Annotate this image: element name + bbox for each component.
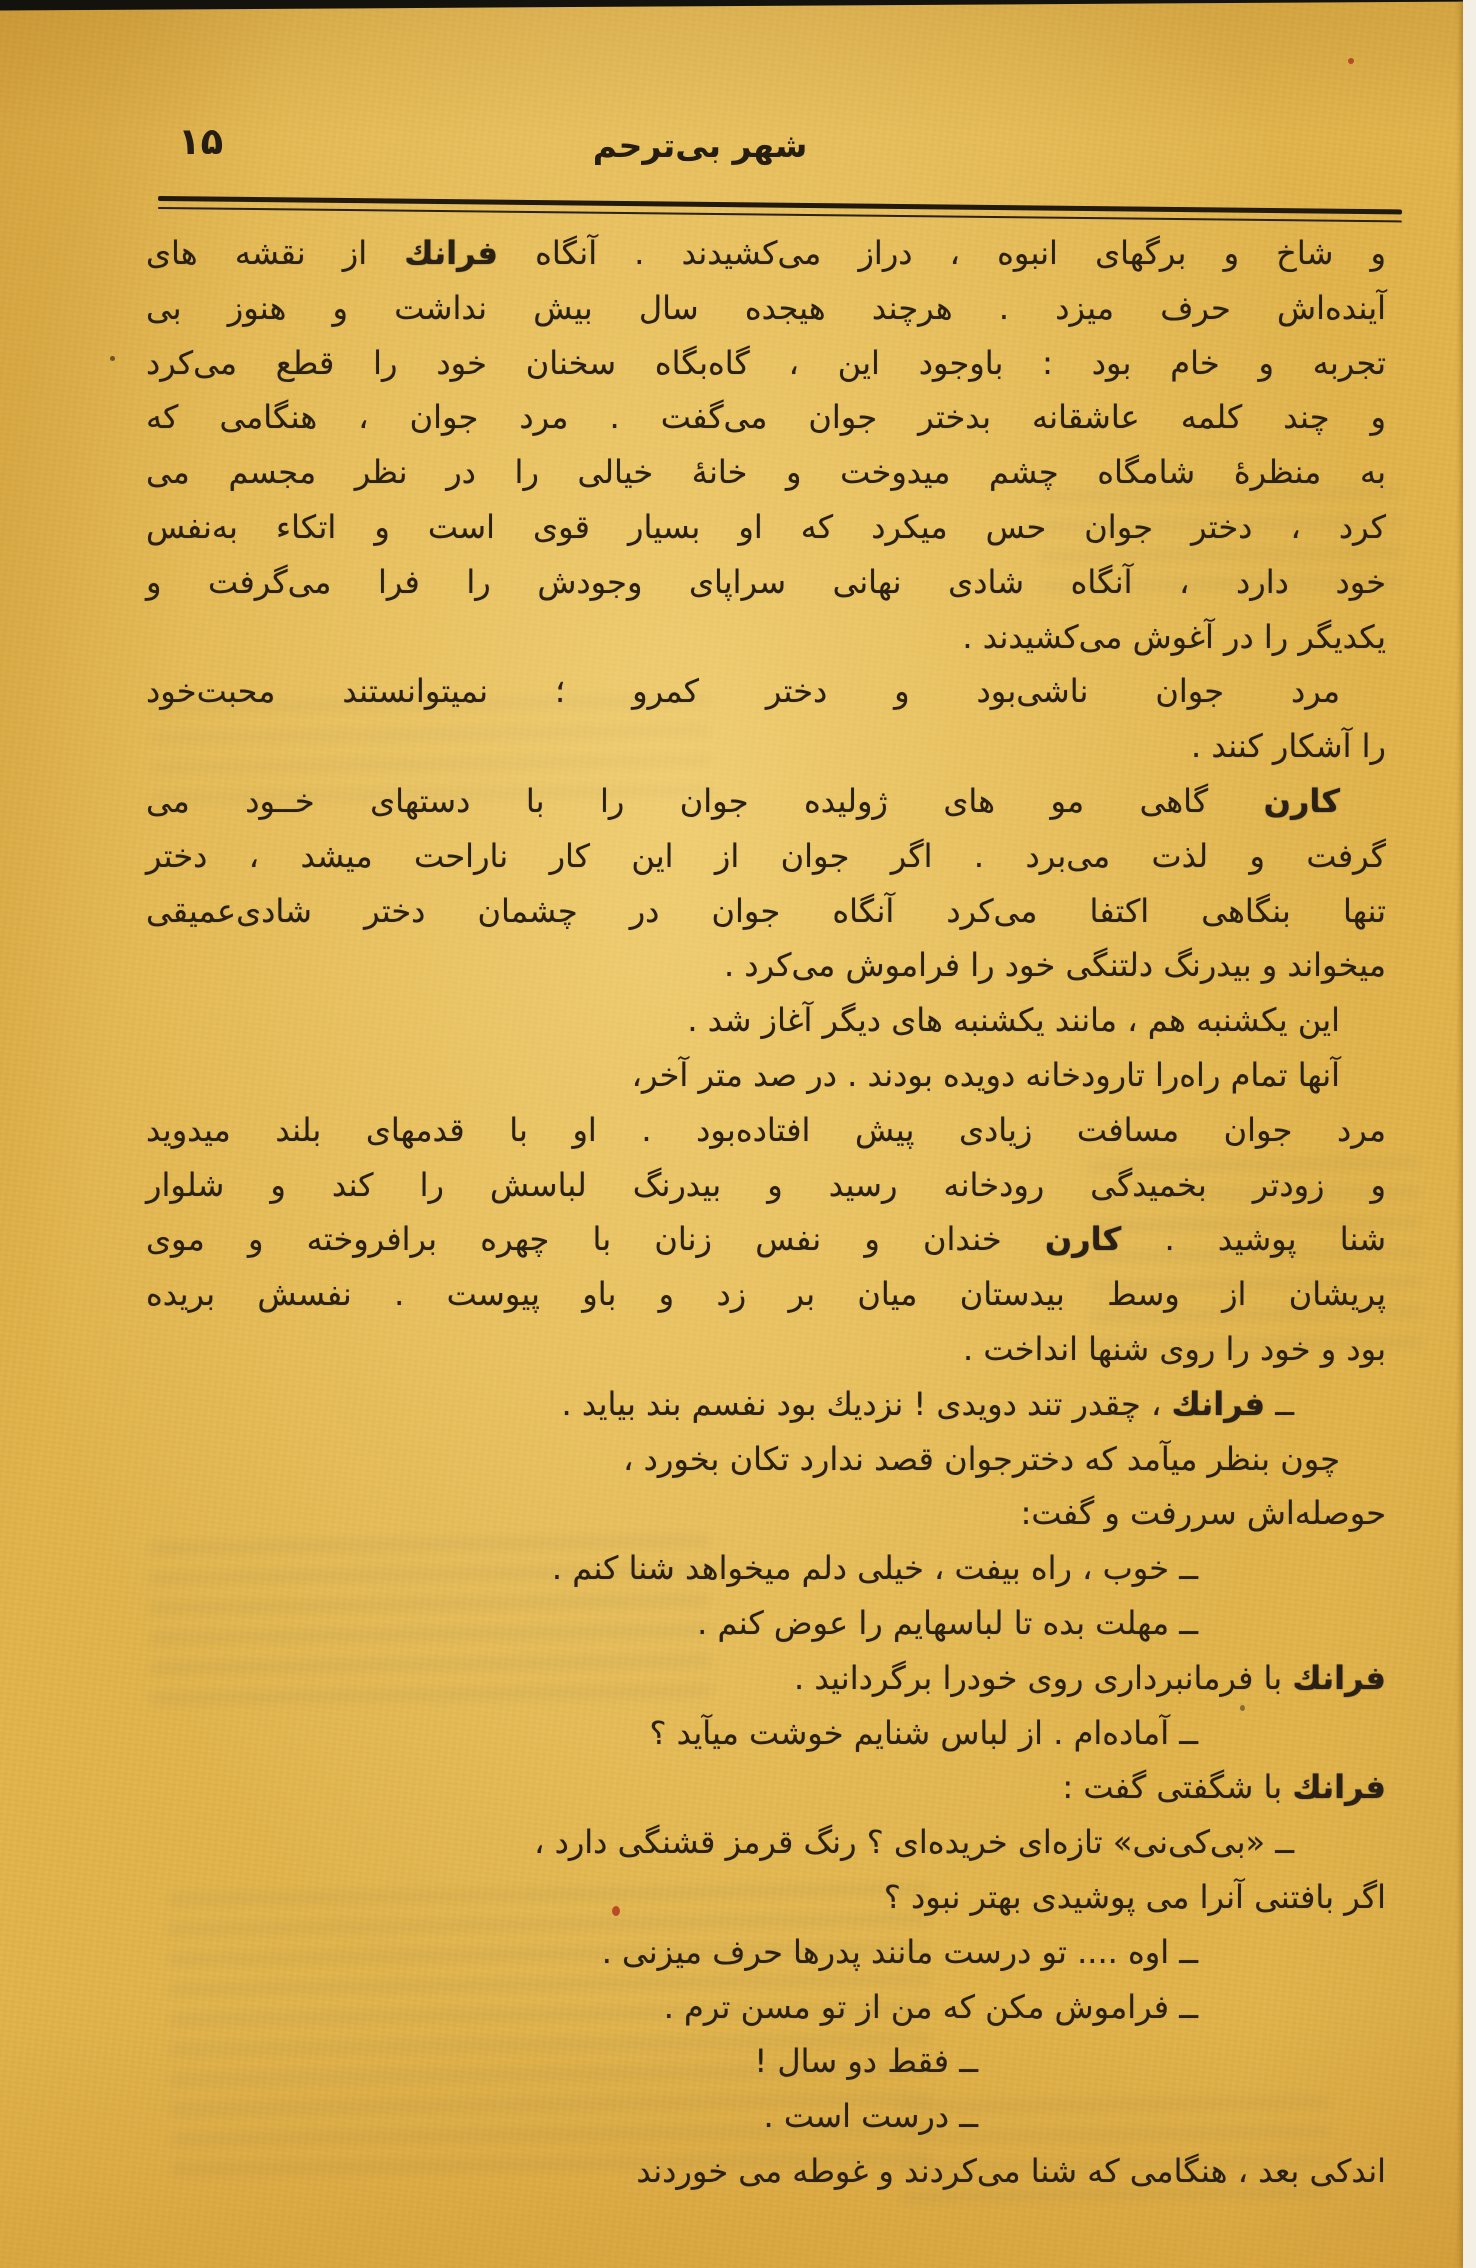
text-line: آینده‌اش حرف میزد . هرچند هیجده سال بیش نداشت و هنوز بی: [146, 288, 1386, 327]
text-line: خود دارد ، آنگاه شادی نهانی سراپای وجودش را فرا می‌گرفت و: [146, 562, 1386, 601]
text-line: آنها تمام راه‌را تارودخانه دویده بودند . در صد متر آخر،: [631, 1055, 1340, 1094]
text-line: و زودتر بخمیدگی رودخانه رسید و بیدرنگ لباسش را کند و شلوار: [146, 1165, 1386, 1204]
text-line: و شاخ و برگهای انبوه ، دراز می‌کشیدند . آنگاه فرانك از نقشه های: [146, 234, 1387, 272]
text-line: اگر بافتنی آنرا می پوشیدی بهتر نبود ؟: [883, 1877, 1386, 1916]
page-title: شهر بی‌ترحم: [592, 126, 808, 165]
text-line: و چند کلمه عاشقانه بدختر جوان می‌گفت . مرد جوان ، هنگامی که: [146, 398, 1386, 437]
text-line: تجربه و خام بود : باوجود این ، گاه‌بگاه سخنان خود را قطع می‌کرد: [146, 343, 1386, 382]
text-line: ــ آماده‌ام . از لباس شنایم خوشت میآید ؟: [649, 1713, 1198, 1752]
text-line: این یکشنبه هم ، مانند یکشنبه های دیگر آغاز شد .: [687, 1001, 1340, 1040]
text-line: فرانك با فرمانبرداری روی خودرا برگردانید .: [793, 1658, 1386, 1697]
text-line: چون بنظر میآمد که دخترجوان قصد ندارد تکان بخورد ،: [623, 1439, 1340, 1478]
scan-edge-right: [1463, 0, 1476, 2268]
page-number: ۱۵: [178, 120, 224, 163]
text-line: حوصله‌اش سررفت و گفت:: [1020, 1494, 1386, 1533]
text-line: پریشان از وسط بیدستان میان بر زد و باو پیوست . نفسش بریده: [146, 1275, 1386, 1314]
text-line: بود و خود را روی شنها انداخت .: [962, 1329, 1386, 1368]
text-line: شنا پوشید . کارن خندان و نفس زنان با چهره برافروخته و موی: [146, 1220, 1387, 1259]
text-line: مرد جوان مسافت زیادی پیش افتاده‌بود . او با قدمهای بلند میدوید: [146, 1110, 1386, 1149]
text-line: ــ درست است .: [763, 2097, 978, 2136]
text-line: ــ فراموش مکن که من از تو مسن ترم .: [663, 1987, 1198, 2026]
text-line: به منظرهٔ شامگاه چشم میدوخت و خانهٔ خیالی را در نظر مجسم می: [146, 453, 1386, 492]
text-line: ــ فرانك ، چقدر تند دویدی ! نزدیك بود نفسم بند بیاید .: [561, 1384, 1294, 1423]
text-line: کرد ، دختر جوان حس میکرد که او بسیار قوی است و اتکاء به‌نفس: [146, 507, 1386, 546]
header-rule-thick-line: [158, 196, 1402, 214]
text-line: اندکی بعد ، هنگامی که شنا می‌کردند و غوطه می خوردند: [636, 2151, 1386, 2190]
text-line: را آشکار کنند .: [1191, 727, 1386, 766]
text-line: گرفت و لذت می‌برد . اگر جوان از این کار ناراحت میشد ، دختر: [146, 836, 1386, 875]
text-line: کارن گاهی مو های ژولیده جوان را با دستهای خــود می: [146, 781, 1340, 820]
text-line: ــ اوه .... تو درست مانند پدرها حرف میزنی .: [601, 1932, 1198, 1971]
text-line: مرد جوان ناشی‌بود و دختر کمرو ؛ نمیتوانستند محبت‌خود: [146, 672, 1340, 711]
header-rule: [158, 196, 1402, 223]
text-line: فرانك با شگفتی گفت :: [1062, 1768, 1386, 1807]
text-line: ــ «بی‌کی‌نی» تازه‌ای خریده‌ای ؟ رنگ قرمز قشنگی دارد ،: [534, 1823, 1294, 1862]
text-line: یکدیگر را در آغوش می‌کشیدند .: [962, 617, 1386, 656]
text-line: میخواند و بیدرنگ دلتنگی خود را فراموش می‌کرد .: [723, 946, 1386, 985]
text-line: ــ فقط دو سال !: [754, 2042, 978, 2081]
text-line: تنها بنگاهی اکتفا می‌کرد آنگاه جوان در چشمان دختر شادی‌عمیقی: [146, 891, 1386, 930]
text-line: ــ خوب ، راه بیفت ، خیلی دلم میخواهد شنا کنم .: [551, 1549, 1198, 1588]
text-line: ــ مهلت بده تا لباسهایم را عوض کنم .: [697, 1603, 1198, 1642]
text-lines: [146, 226, 1386, 2199]
